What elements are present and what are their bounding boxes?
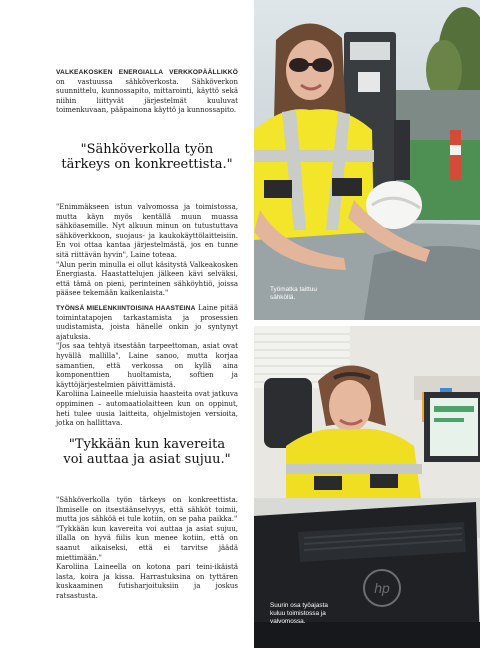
body-block-1 [56, 203, 238, 299]
photo-2-caption-line2: kuluu toimistossa ja [270, 609, 326, 617]
paragraph-6: "Tykkään kun kavereita voi auttaa ja asiat sujuu, illalla on hyvä fiilis kun menee kotiin, että on saanut aikaiseksi, että ei tarvitse jäädä miettimään." [56, 524, 238, 562]
paragraph-4: Karoliina Laineelle mieluisia haasteita ovat jatkuva oppiminen – automaatiolaitteen kun on oppinut, heti tulee uusia laitteita, ohjelmistojen versioita, jotka on hallittava. [56, 390, 238, 428]
photo-1-caption-line1: Työmatka taittuu [270, 286, 317, 293]
lead-paragraph [56, 68, 238, 116]
section-2-text: Laine pitää toimintatapojen tarkastamista ja prosessien uudistamista, joista hänelle onkin jo syntynyt ajatuksia. [56, 304, 238, 341]
lead-text: on vastuussa sähköverkosta. Sähköverkon suunnittelu, kunnossapito, mittarointi, käyttö sekä niihin liittyvät järjestelmät kuuluvat toimenkuvaan, pääpainona käyttö ja kunnossapito. [56, 77, 238, 115]
pull-quote-2-line2: voi auttaa ja asiat sujuu." [63, 451, 231, 467]
lead-caps: VALKEAKOSKEN ENERGIALLA VERKKOPÄÄLLIKKÖ [56, 69, 238, 76]
pull-quote-1-line1: "Sähköverkolla työn [80, 142, 214, 157]
photo-2-caption-line3: valvomossa. [270, 617, 306, 625]
paragraph-2: "Alun perin minulla ei ollut käsitystä Valkeakosken Energiasta. Haastattelujen jälkeen kävi selväksi, että tämä on pieni, perinteinen sähköyhtiö, joissa pääsee tekemään kaikenlaista." [56, 260, 238, 298]
paragraph-5: "Sähköverkolla työn tärkeys on konkreettista. Ihmiselle on itsestäänselvyys, että sähköt toimii, mutta jos sähköä ei tule kotiin, on se paha paikka." [56, 496, 238, 524]
photo-office [254, 326, 480, 648]
body-block-3 [56, 496, 238, 602]
pull-quote-1-line2: tärkeys on konkreettista." [61, 156, 233, 172]
photo-charging-station-image [254, 0, 480, 320]
section-2-caps: TYÖNSÄ MIELENKIINTOISINA HAASTEINA [56, 305, 196, 312]
paragraph-3: "Jos saa tehtyä itsestään tarpeettoman, asiat ovat hyvällä mallilla", Laine sanoo, mutta korjaa samantien, että verkossa on kyllä aina komponenttien huoltamista, softien ja käyttöjärjestelmien päivittämistä. [56, 342, 238, 389]
paragraph-7: Karoliina Laineella on kotona pari teini-ikäistä lasta, koira ja kissa. Harrastuksina on tyttären kuskaaminen futisharjoituksiin ja joskus ratsastusta. [56, 563, 238, 600]
photo-office-image [254, 326, 480, 648]
pull-quote-2 [47, 438, 247, 467]
photo-2-caption [270, 602, 328, 625]
photo-1-caption-line2: sähköllä. [270, 293, 296, 301]
photo-2-caption-line1: Suurin osa työajasta [270, 602, 328, 609]
monitor-brand-logo: hp [374, 580, 390, 596]
body-block-2 [56, 304, 238, 429]
pull-quote-1 [47, 143, 247, 172]
photo-charging-station [254, 0, 480, 320]
paragraph-1: "Enimmäkseen istun valvomossa ja toimistossa, mutta käyn myös kentällä muun muassa sähköasemille. Nyt alkuun minun on tutustuttava sähköverkkoon, suojaus- ja kaukokäyttölaitteisiin. En voi ottaa kantaa järjestelmästä, jos en tunne sitä riittävän hyvin", Laine toteaa. [56, 203, 238, 259]
pull-quote-2-line1: "Tykkään kun kavereita [68, 437, 226, 452]
photo-1-caption [270, 286, 317, 302]
